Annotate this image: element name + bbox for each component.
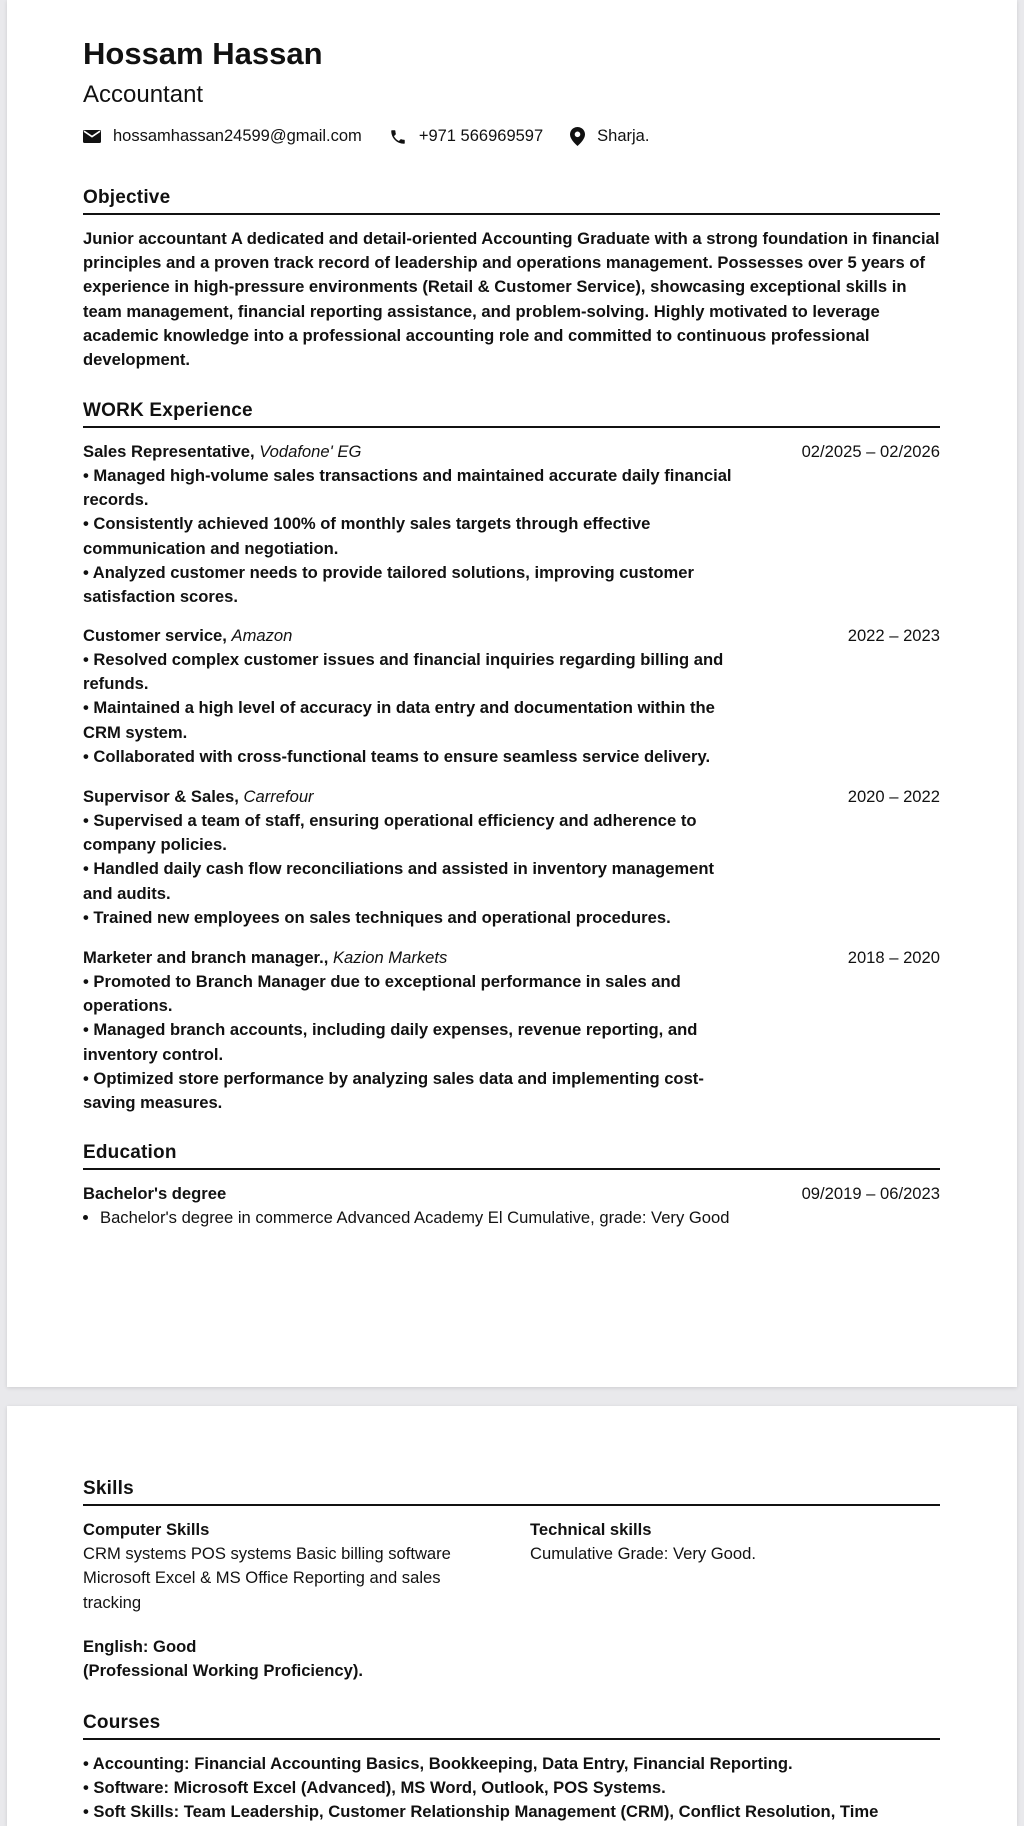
course-item: • Accounting: Financial Accounting Basics, Bookkeeping, Data Entry, Financial Reporting. bbox=[83, 1753, 793, 1773]
job-bullet: • Trained new employees on sales techniques and operational procedures. bbox=[83, 907, 671, 927]
objective-section bbox=[83, 188, 940, 373]
education-details bbox=[83, 1206, 740, 1230]
education-date: 09/2019 – 06/2023 bbox=[801, 1184, 940, 1203]
skills-title: Skills bbox=[83, 1479, 940, 1506]
job-title: Supervisor & Sales, bbox=[83, 787, 239, 806]
job-bullets bbox=[83, 648, 733, 769]
education-detail: • Bachelor's degree in commerce Advanced Academy El Cumulative, grade: Very Good bbox=[100, 1206, 740, 1230]
job-company: Vodafone' EG bbox=[259, 442, 362, 461]
candidate-name: Hossam Hassan bbox=[83, 36, 323, 71]
job-bullet: • Managed high-volume sales transactions and maintained accurate daily financial records. bbox=[83, 466, 732, 510]
language-proficiency: (Professional Working Proficiency). bbox=[83, 1661, 364, 1681]
job-1 bbox=[83, 624, 940, 769]
work-section bbox=[83, 401, 940, 428]
education-section bbox=[83, 1143, 940, 1170]
job-bullet: • Promoted to Branch Manager due to exceptional performance in sales and operations. bbox=[83, 972, 681, 1016]
course-item: • Soft Skills: Team Leadership, Customer Relationship Management (CRM), Conflict Resolution, Time bbox=[83, 1802, 879, 1822]
courses-section bbox=[83, 1713, 940, 1825]
job-bullet: • Handled daily cash flow reconciliations and assisted in inventory management and audits. bbox=[83, 859, 715, 903]
job-bullets bbox=[83, 970, 733, 1115]
job-title: Sales Representative, bbox=[83, 442, 255, 461]
course-item: • Software: Microsoft Excel (Advanced), MS Word, Outlook, POS Systems. bbox=[83, 1778, 666, 1798]
technical-skills-title: Technical skills bbox=[530, 1519, 652, 1539]
job-bullet: • Maintained a high level of accuracy in data entry and documentation within the CRM system. bbox=[83, 698, 715, 742]
job-3 bbox=[83, 946, 940, 1115]
job-date: 2018 – 2020 bbox=[847, 948, 940, 967]
job-company: Kazion Markets bbox=[332, 948, 448, 967]
job-bullets bbox=[83, 464, 733, 609]
phone-text: +971 566969597 bbox=[418, 127, 544, 145]
contact-phone bbox=[389, 127, 543, 146]
job-date: 2022 – 2023 bbox=[847, 626, 940, 645]
candidate-role: Accountant bbox=[83, 81, 204, 108]
computer-skills-title: Computer Skills bbox=[83, 1519, 210, 1539]
phone-icon bbox=[389, 128, 407, 146]
technical-skills-text: Cumulative Grade: Very Good. bbox=[530, 1544, 756, 1564]
work-title: WORK Experience bbox=[83, 401, 940, 428]
job-bullet: • Collaborated with cross-functional teams to ensure seamless service delivery. bbox=[83, 746, 711, 766]
contact-location bbox=[570, 127, 649, 146]
objective-text: Junior accountant A dedicated and detail-oriented Accounting Graduate with a strong foundation in financial principles and a proven track record of leadership and operations management. Possesses over 5 years of experience in high-pressure environments (Retail & Customer Service), showcasing exceptional skills in team management, financial reporting assistance, and problem-solving. Highly motivated to leverage academic knowledge into a professional accounting role and committed to continuous professional development. bbox=[83, 228, 940, 370]
courses-title: Courses bbox=[83, 1713, 940, 1740]
header bbox=[83, 38, 940, 146]
job-bullet: • Supervised a team of staff, ensuring operational efficiency and adherence to company policies. bbox=[83, 811, 697, 855]
job-date: 02/2025 – 02/2026 bbox=[801, 442, 940, 461]
computer-skills-text: CRM systems POS systems Basic billing software Microsoft Excel & MS Office Reporting and sales tracking bbox=[83, 1544, 451, 1612]
technical-skills bbox=[530, 1518, 756, 1615]
job-date: 2020 – 2022 bbox=[847, 787, 940, 806]
location-pin-icon bbox=[570, 127, 585, 146]
job-bullet: • Analyzed customer needs to provide tailored solutions, improving customer satisfaction scores. bbox=[83, 562, 694, 607]
skills-grid bbox=[83, 1518, 940, 1615]
job-company: Carrefour bbox=[243, 787, 314, 806]
job-title: Marketer and branch manager., bbox=[83, 948, 329, 967]
job-bullet: • Consistently achieved 100% of monthly sales targets through effective communication and negotiation. bbox=[83, 514, 651, 558]
education-title: Education bbox=[83, 1143, 940, 1170]
location-text: Sharja. bbox=[597, 127, 650, 145]
education-entry bbox=[83, 1182, 940, 1230]
courses-list bbox=[83, 1752, 940, 1825]
job-0 bbox=[83, 440, 940, 609]
job-bullet: • Managed branch accounts, including daily expenses, revenue reporting, and inventory control. bbox=[83, 1020, 698, 1064]
language-skill bbox=[83, 1635, 940, 1684]
skills-section bbox=[83, 1479, 940, 1684]
contact-bar bbox=[83, 127, 940, 146]
resume-page-1 bbox=[7, 0, 1017, 1387]
job-company: Amazon bbox=[231, 626, 293, 645]
objective-title: Objective bbox=[83, 188, 940, 215]
job-bullet: • Resolved complex customer issues and financial inquiries regarding billing and refunds. bbox=[83, 650, 724, 694]
job-bullet: • Optimized store performance by analyzing sales data and implementing cost-saving measures. bbox=[83, 1068, 704, 1113]
language-line: English: Good bbox=[83, 1637, 197, 1657]
computer-skills bbox=[83, 1518, 530, 1615]
job-title: Customer service, bbox=[83, 626, 227, 645]
email-text: hossamhassan24599@gmail.com bbox=[113, 127, 362, 145]
contact-email bbox=[83, 127, 362, 146]
envelope-icon bbox=[83, 130, 101, 143]
degree-title: Bachelor's degree bbox=[83, 1184, 227, 1203]
job-bullets bbox=[83, 809, 733, 930]
job-2 bbox=[83, 785, 940, 930]
resume-page-2 bbox=[7, 1406, 1017, 1826]
